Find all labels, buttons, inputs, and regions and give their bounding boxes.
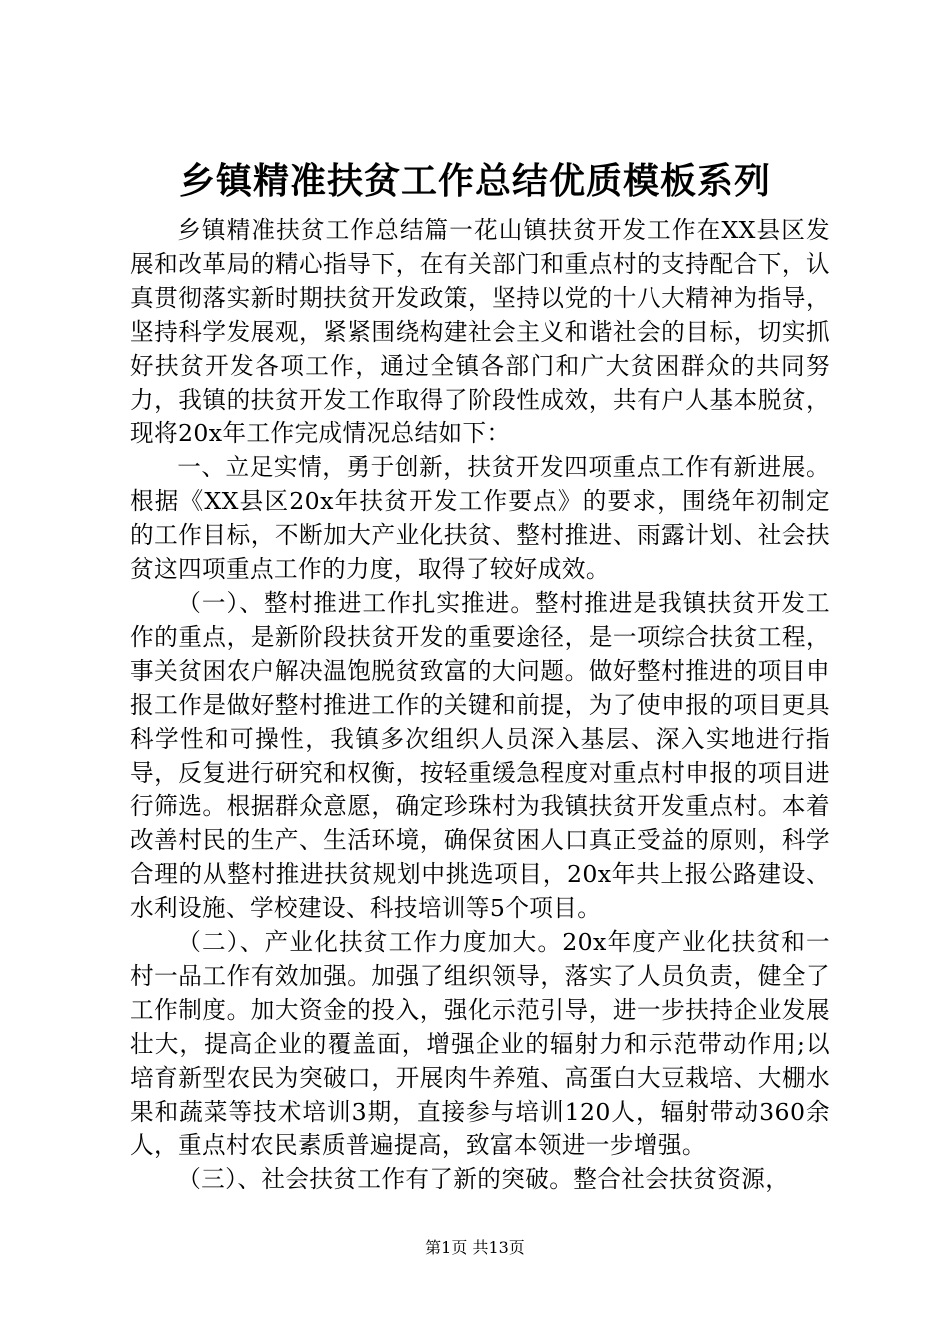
document-body — [130, 214, 830, 1197]
paragraph-subsection-1: （一）、整村推进工作扎实推进。整村推进是我镇扶贫开发工作的重点，是新阶段扶贫开发的重要途径，是一项综合扶贫工程，事关贫困农户解决温饱脱贫致富的大问题。做好整村推进的项目申报工作是做好整村推进工作的关键和前提，为了使申报的项目更具科学性和可操性，我镇多次组织人员深入基层、深入实地进行指导，反复进行研究和权衡，按轻重缓急程度对重点村申报的项目进行筛选。根据群众意愿，确定珍珠村为我镇扶贫开发重点村。本着改善村民的生产、生活环境，确保贫困人口真正受益的原则，科学合理的从整村推进扶贫规划中挑选项目，20x年共上报公路建设、水利设施、学校建设、科技培训等5个项目。 — [130, 588, 830, 923]
paragraph-section-1: 一、立足实情，勇于创新，扶贫开发四项重点工作有新进展。根据《XX县区20x年扶贫开发工作要点》的要求，围绕年初制定的工作目标，不断加大产业化扶贫、整村推进、雨露计划、社会扶贫这四项重点工作的力度，取得了较好成效。 — [130, 453, 830, 584]
page-footer — [0, 1238, 950, 1258]
page-indicator: 第1页 共13页 — [425, 1238, 525, 1257]
document-title: 乡镇精准扶贫工作总结优质模板系列 — [178, 160, 771, 202]
paragraph-subsection-3: （三）、社会扶贫工作有了新的突破。整合社会扶贫资源， — [177, 1165, 790, 1194]
paragraph-intro: 乡镇精准扶贫工作总结篇一花山镇扶贫开发工作在XX县区发展和改革局的精心指导下，在有关部门和重点村的支持配合下，认真贯彻落实新时期扶贫开发政策，坚持以党的十八大精神为指导，坚持科学发展观，紧紧围绕构建社会主义和谐社会的目标，切实抓好扶贫开发各项工作，通过全镇各部门和广大贫困群众的共同努力，我镇的扶贫开发工作取得了阶段性成效，共有户人基本脱贫，现将20x年工作完成情况总结如下： — [130, 216, 830, 448]
paragraph-subsection-2: （二）、产业化扶贫工作力度加大。20x年度产业化扶贫和一村一品工作有效加强。加强了组织领导，落实了人员负责，健全了工作制度。加大资金的投入，强化示范引导，进一步扶持企业发展壮大，提高企业的覆盖面，增强企业的辐射力和示范带动作用;以培育新型农民为突破口，开展肉牛养殖、高蛋白大豆栽培、大棚水果和蔬菜等技术培训3期，直接参与培训120人，辐射带动360余人，重点村农民素质普遍提高，致富本领进一步增强。 — [130, 928, 830, 1160]
